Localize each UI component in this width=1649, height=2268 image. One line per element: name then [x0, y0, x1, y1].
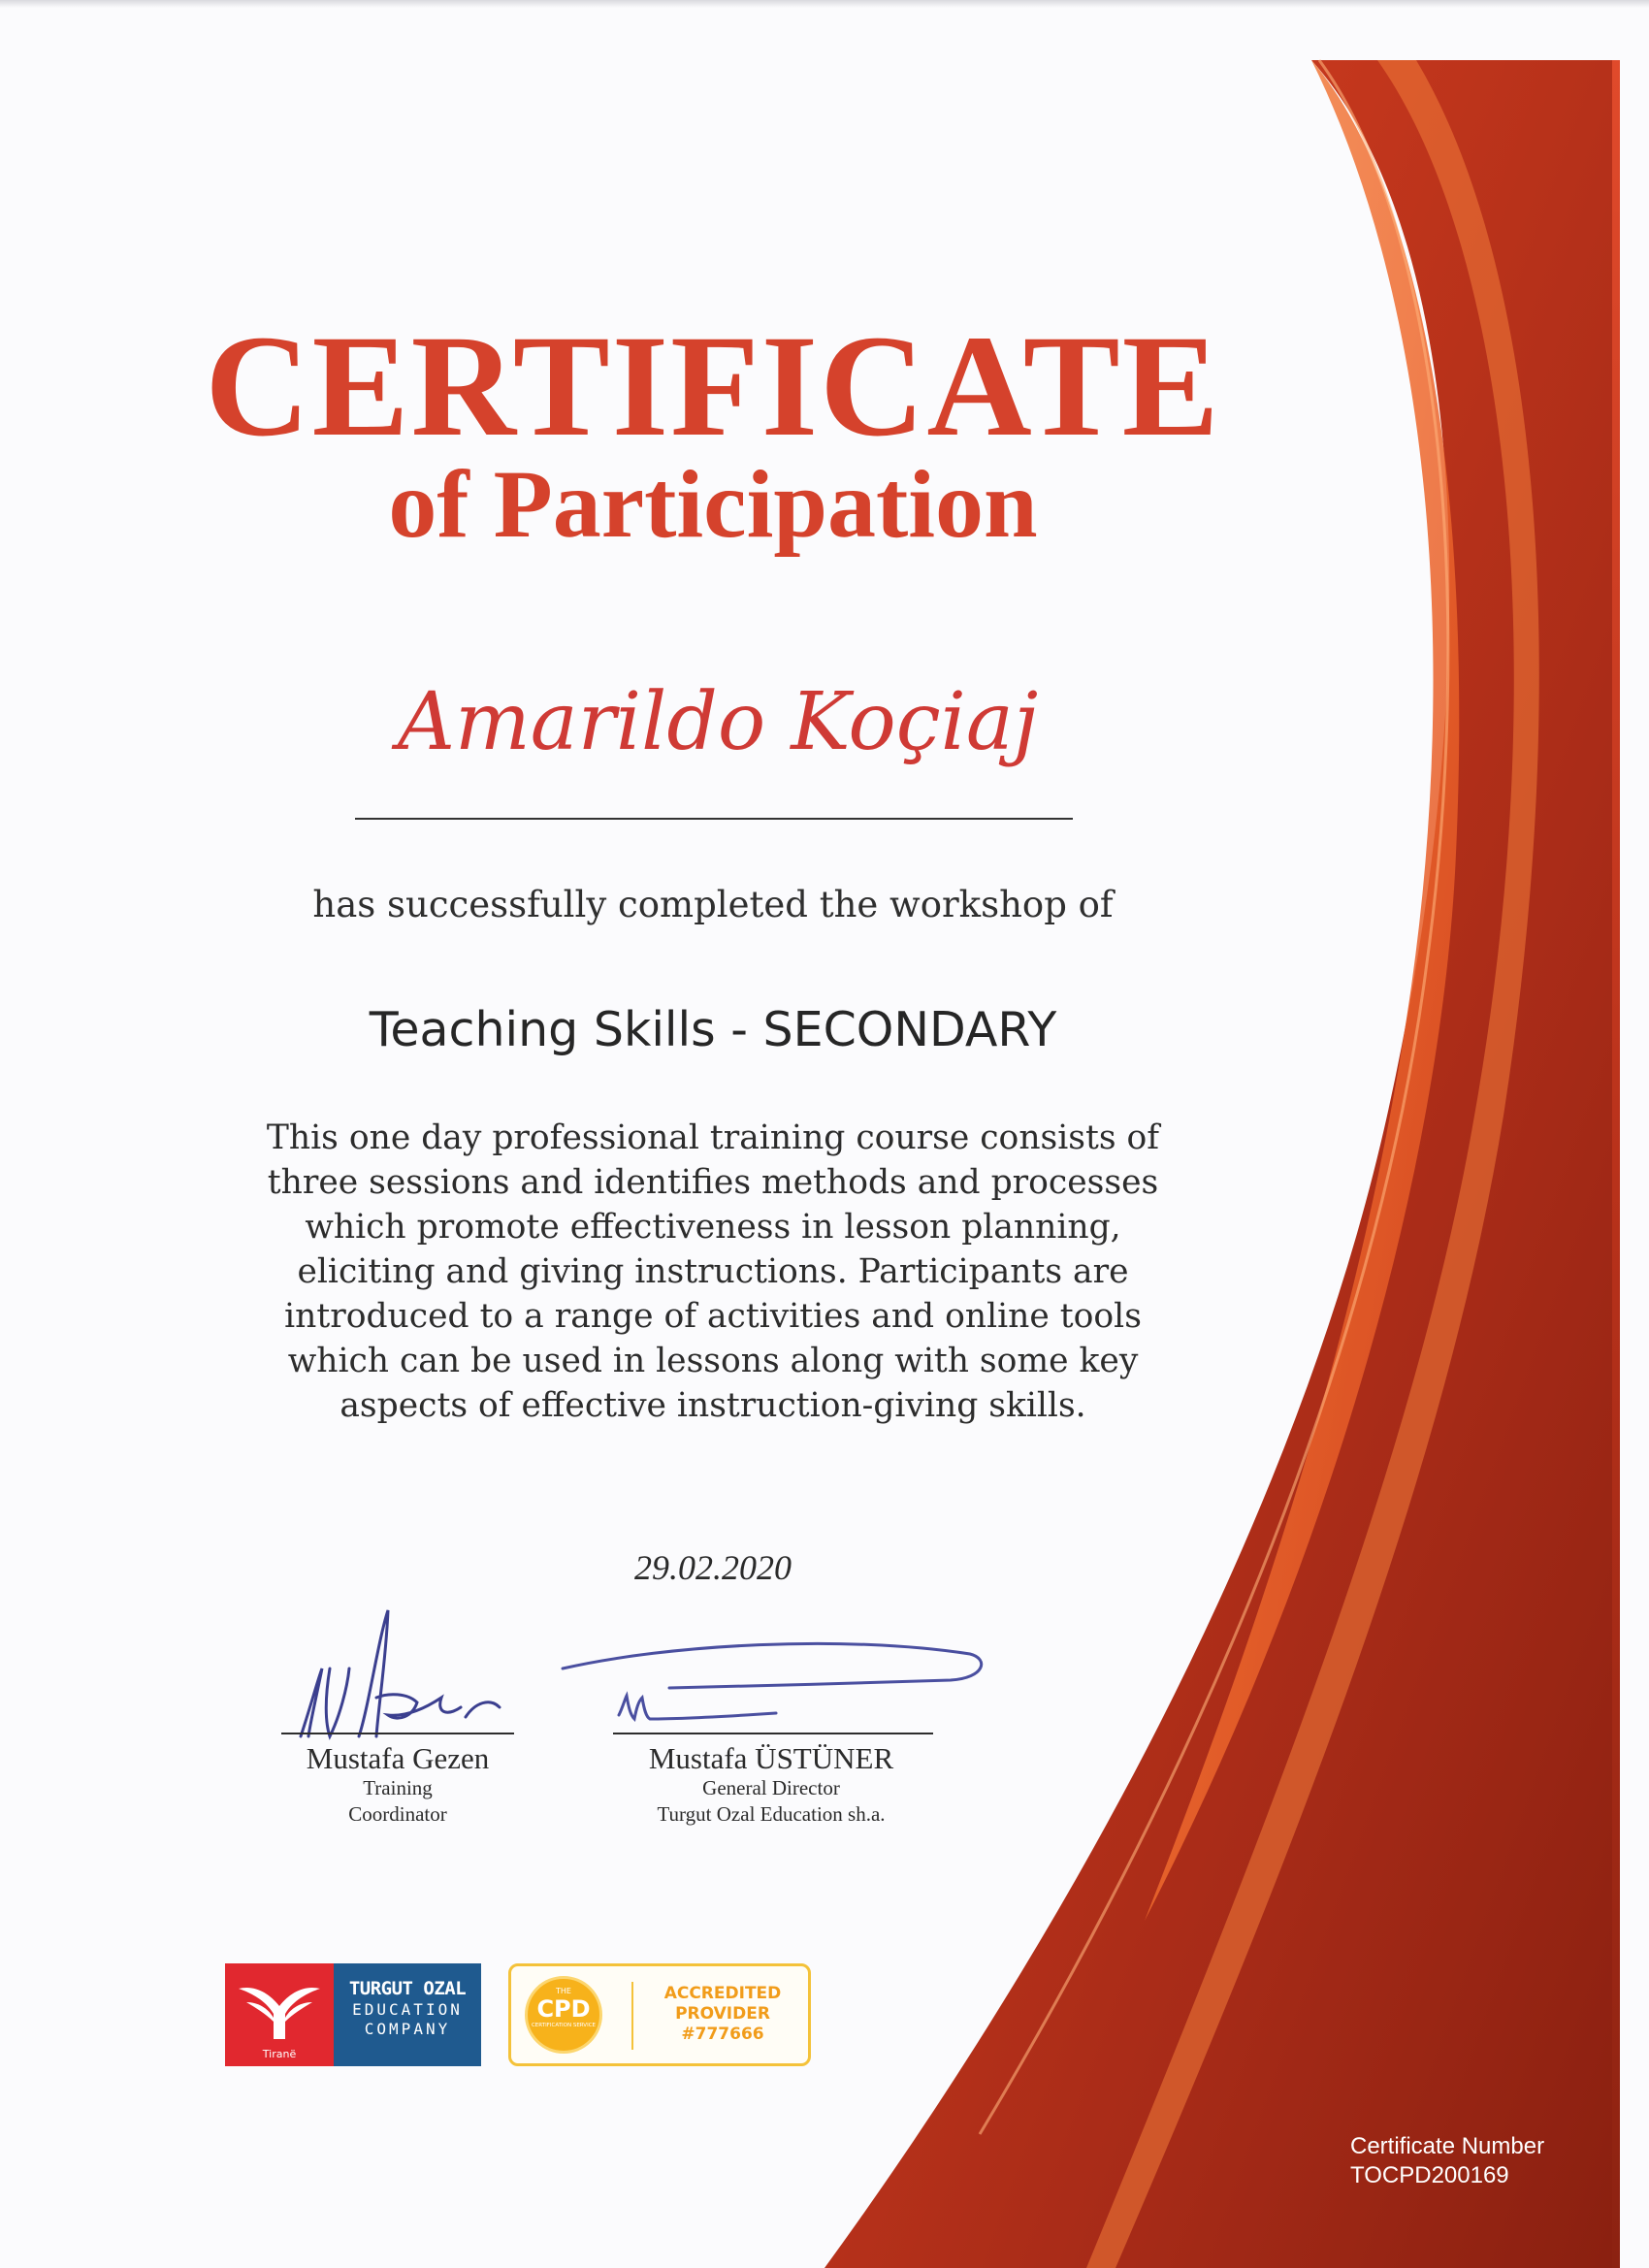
cpd-text [639, 1984, 806, 2045]
turgut-ozal-emblem [225, 1963, 334, 2066]
signature-gezen [272, 1601, 524, 1746]
cpd-accreditation-badge [508, 1963, 811, 2066]
cpd-line: ACCREDITED [663, 1984, 782, 2003]
recipient-name: Amarildo Koçiaj [397, 676, 1039, 768]
cpd-seal-top: THE [556, 1987, 571, 1995]
signatory-role: General Director [702, 1776, 840, 1799]
signatory-role: Coordinator [348, 1802, 447, 1826]
issue-date: 29.02.2020 [634, 1548, 792, 1587]
certificate-number-block [1350, 2132, 1573, 2190]
signatory-role: Training [363, 1776, 433, 1799]
logo-line: EDUCATION [352, 2000, 463, 2019]
description-line: eliciting and giving instructions. Participants are [297, 1252, 1129, 1291]
workshop-title: Teaching Skills - SECONDARY [369, 1002, 1057, 1057]
description-line: three sessions and identifies methods and processes [267, 1163, 1159, 1202]
cpd-line: #777666 [681, 2025, 764, 2044]
turgut-ozal-wordmark [334, 1963, 481, 2066]
description-line: which promote effectiveness in lesson planning, [305, 1208, 1121, 1247]
cpd-line: PROVIDER [675, 2004, 770, 2024]
description-line: which can be used in lessons along with some key [287, 1342, 1139, 1380]
name-underline [355, 818, 1073, 820]
description-line: This one day professional training course consists of [266, 1118, 1160, 1157]
turgut-ozal-logo [225, 1963, 481, 2066]
signatory-ustuner [572, 1742, 970, 1828]
signature-line-gezen [281, 1733, 514, 1734]
signatory-name: Mustafa ÜSTÜNER [648, 1741, 894, 1775]
signatory-gezen [262, 1742, 534, 1828]
certificate-number-label: Certificate Number [1350, 2133, 1545, 2159]
logo-name: TURGUT OZAL [348, 1978, 467, 1999]
cpd-seal-main: CPD [536, 1995, 591, 2023]
certificate-subtitle: of Participation [388, 450, 1038, 558]
signature-ustuner [553, 1639, 989, 1736]
cpd-seal-icon [525, 1976, 602, 2054]
signature-line-ustuner [613, 1733, 933, 1734]
cpd-seal-bottom: CERTIFICATION SERVICE [531, 2023, 597, 2028]
course-description [242, 1116, 1183, 1428]
description-line: introduced to a range of activities and online tools [284, 1297, 1142, 1336]
completion-statement: has successfully completed the workshop of [312, 884, 1114, 925]
signatory-name: Mustafa Gezen [306, 1741, 490, 1775]
certificate-title: CERTIFICATE [205, 306, 1221, 467]
signatory-role: Turgut Ozal Education sh.a. [657, 1802, 886, 1826]
description-line: aspects of effective instruction-giving skills. [340, 1386, 1086, 1425]
cpd-divider [631, 1982, 633, 2050]
certificate-number: TOCPD200169 [1350, 2162, 1509, 2188]
logo-line: COMPANY [364, 2020, 451, 2038]
logo-city: Tiranë [262, 2048, 297, 2060]
